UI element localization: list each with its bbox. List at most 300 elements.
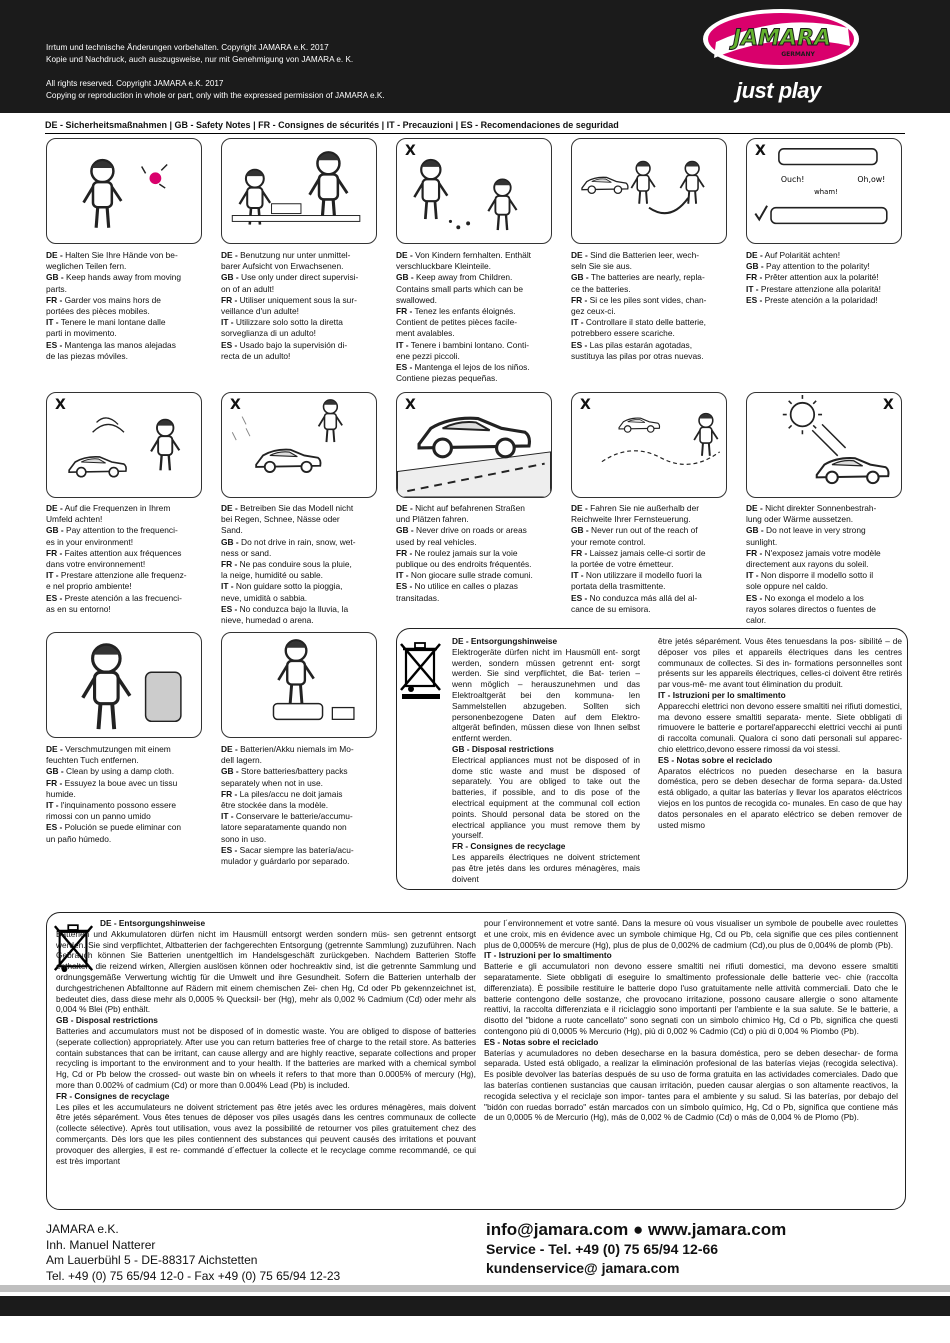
language-code: DE -	[46, 503, 63, 513]
note-line	[221, 593, 381, 604]
language-code: GB -	[46, 525, 64, 536]
section-heading: DE - Entsorgungshinweise	[100, 918, 206, 928]
note-line	[746, 548, 906, 559]
note-line	[571, 548, 731, 559]
note-text: sunlight.	[746, 536, 778, 547]
electrical-disposal-col1	[452, 636, 640, 884]
company-name: JAMARA e.K.	[46, 1222, 119, 1236]
note-line	[746, 615, 906, 626]
note-text: latore separatamente quando non	[221, 822, 347, 833]
note-text: humide.	[46, 788, 76, 799]
note-line	[571, 317, 731, 328]
note-line	[221, 351, 381, 362]
note-text: recta de un adulto!	[221, 350, 291, 361]
prohibited-x-mark: X	[230, 397, 241, 413]
note-text: sustituya las pilas por otras nuevas.	[571, 350, 704, 361]
prohibited-x-mark: X	[405, 397, 416, 413]
safety-illustration-cleaning	[46, 632, 202, 738]
note-text: Contains small parts which can be	[396, 283, 524, 294]
note-text: rayos solares directos o fuentes de	[746, 603, 876, 614]
language-code: IT -	[46, 570, 59, 581]
note-line	[46, 766, 206, 777]
section-body: Baterías y acumuladores no deben desecharse en la basura doméstica, pero se deben desechar- de forma separada. Usted está obligado, a realizar la eliminación profesional de las baterías viejas (recogida selectiva). Es posible devolver las baterías después de su uso de forma gratuita en las actividades comerciales. Dado que las baterías contienen sustancias que causan irritación, pueden causar alergias o son altamente reactivos, la recogida selectiva y el reciclaje son impor- tantes para el ambiente y su salud. Si las baterías, por debajo del "bidón con ruedas borrado" están marcados con un símbolo químico, Hg, Cd o Pb, significa que contiene más de un 0,0005 % de Mercurio (Hg), más de 0,002 % de Cadmio (Cd) o más de 0,004 % de Plomo (Pb).	[484, 1047, 898, 1123]
language-code: GB -	[396, 272, 414, 283]
note-line	[46, 755, 206, 766]
note-line	[571, 604, 731, 615]
note-line	[396, 525, 556, 536]
note-line	[221, 250, 381, 261]
language-code: ES -	[221, 603, 238, 614]
language-code: DE -	[571, 250, 588, 260]
note-line	[221, 778, 381, 789]
note-text: parti in movimento.	[46, 328, 117, 339]
language-code: DE -	[221, 250, 238, 260]
note-text: feuchten Tuch entfernen.	[46, 755, 139, 766]
language-code: FR -	[221, 294, 238, 305]
language-code: FR -	[746, 547, 763, 558]
header-banner	[0, 0, 950, 113]
prohibited-x-mark: X	[580, 397, 591, 413]
note-text: l'inquinamento possono essere	[58, 800, 177, 811]
note-line	[571, 340, 731, 351]
note-line	[221, 822, 381, 833]
note-line	[46, 811, 206, 822]
note-text: Mantenga el lejos de los niños.	[412, 362, 530, 373]
safety-illustration-battery-storage	[221, 632, 377, 738]
note-text: Keep hands away from moving	[63, 272, 181, 283]
note-line	[46, 559, 206, 570]
note-line	[221, 766, 381, 777]
note-text: Prêter attention aux la polarité!	[762, 272, 879, 283]
note-text: Las pilas estarán agotadas,	[587, 339, 693, 350]
note-line	[571, 593, 731, 604]
language-code: FR -	[46, 294, 63, 305]
note-text: Tenere le mani lontane dalle	[58, 317, 166, 328]
note-text: Ne roulez jamais sur la voie	[412, 547, 518, 558]
note-text: Fahren Sie nie außerhalb der	[587, 503, 700, 513]
note-text: Preste atención a la polaridad!	[762, 294, 878, 305]
safety-illustration-frequency	[46, 392, 202, 498]
note-text: nieve, humedad o arena.	[221, 615, 314, 626]
safety-note-text	[746, 250, 906, 306]
note-line	[46, 284, 206, 295]
prohibited-x-mark: X	[405, 143, 416, 159]
note-text: Utilizzare solo sotto la diretta	[233, 317, 343, 328]
logo-subtext: GERMANY	[781, 51, 815, 58]
note-line	[396, 250, 556, 261]
note-text: publique ou des endroits fréquentés.	[396, 559, 532, 570]
language-code: IT -	[746, 283, 759, 294]
note-line	[221, 755, 381, 766]
note-line	[221, 537, 381, 548]
note-line	[221, 789, 381, 800]
note-text: sorveglianza di un adulto!	[221, 328, 316, 339]
note-text: Faites attention aux fréquences	[62, 547, 182, 558]
section-body: être jetés séparément. Vous êtes tenuesdans la pos- sibilité – de déposer vos piles et appareils électriques dans les centres communaux de collectes. Si des in- formations personnelles sont présents sur les appareils électriques, celles-ci doivent être retirés par vous-mê- me avant tout élimination du produit.	[658, 636, 902, 690]
electrical-disposal-col2	[658, 636, 902, 830]
note-text: Never drive on roads or areas	[413, 525, 527, 536]
language-code: DE -	[746, 503, 763, 513]
language-code: DE -	[46, 250, 63, 260]
note-text: Nicht direkter Sonnenbestrah-	[762, 503, 877, 513]
note-line	[396, 570, 556, 581]
company-owner: Inh. Manuel Natterer	[46, 1237, 156, 1252]
note-text: used by real vehicles.	[396, 536, 477, 547]
note-text: Nicht auf befahrenen Straßen	[412, 503, 525, 513]
section-heading: FR - Consignes de recyclage	[56, 1090, 170, 1101]
note-line	[46, 548, 206, 559]
company-phone: Tel. +49 (0) 75 65/94 12-0 - Fax +49 (0) 75 65/94 12-23	[46, 1268, 341, 1283]
note-line	[571, 295, 731, 306]
section-heading: GB - Disposal restrictions	[56, 1015, 158, 1026]
note-line	[746, 503, 906, 514]
note-text: Verschmutzungen mit einem	[62, 744, 171, 754]
note-line	[396, 261, 556, 272]
note-line	[46, 822, 206, 833]
note-line	[46, 514, 206, 525]
copyright-line: All rights reserved. Copyright JAMARA e.K. 2017	[46, 79, 224, 88]
section-heading: GB - Disposal restrictions	[452, 743, 554, 754]
battery-disposal-col2	[484, 918, 898, 1123]
note-text: N'exposez jamais votre modèle	[762, 547, 881, 558]
note-line	[396, 559, 556, 570]
note-text: ness or sand.	[221, 547, 272, 558]
note-text: Auf Polarität achten!	[762, 250, 841, 260]
note-line	[46, 778, 206, 789]
note-text: Contiene piezas pequeñas.	[396, 373, 498, 384]
language-code: GB -	[396, 525, 414, 536]
note-text: No conduzca bajo la lluvia, la	[237, 603, 349, 614]
note-line	[746, 581, 906, 592]
note-line	[46, 593, 206, 604]
language-code: IT -	[221, 317, 234, 328]
note-text: No conduzca más allá del al-	[587, 592, 698, 603]
note-text: verschluckbare Kleinteile.	[396, 261, 491, 272]
note-text: la portée de votre émetteur.	[571, 559, 674, 570]
note-line	[46, 306, 206, 317]
note-text: Si ce les piles sont vides, chan-	[587, 294, 707, 305]
language-code: IT -	[571, 570, 584, 581]
note-line	[46, 834, 206, 845]
crossed-bin-icon	[398, 640, 444, 700]
safety-note-text	[571, 503, 731, 615]
note-line	[396, 295, 556, 306]
note-line	[746, 570, 906, 581]
language-code: ES -	[46, 592, 63, 603]
note-text: Non giocare sulle strade comuni.	[408, 570, 533, 581]
note-text: Use only under direct supervisi-	[238, 272, 359, 283]
note-line	[571, 272, 731, 283]
note-text: la neige, humidité ou sable.	[221, 570, 323, 581]
safety-heading: DE - Sicherheitsmaßnahmen | GB - Safety Notes | FR - Consignes de sécurités | IT - Precauzioni | ES - Recomendaciones de seguridad	[45, 120, 619, 130]
note-text: sono in uso.	[221, 833, 267, 844]
safety-illustration-battery-swap	[571, 138, 727, 244]
safety-note-text	[46, 250, 206, 362]
note-text: separately when not in use.	[221, 777, 323, 788]
language-code: IT -	[221, 811, 234, 822]
contact-email-web[interactable]: info@jamara.com ● www.jamara.com	[486, 1220, 787, 1239]
note-text: Pay attention to the frequenci-	[63, 525, 178, 536]
language-code: ES -	[396, 581, 413, 592]
note-text: as en su entorno!	[46, 603, 111, 614]
language-code: ES -	[746, 592, 763, 603]
section-heading: DE - Entsorgungshinweise	[452, 636, 558, 646]
language-code: DE -	[396, 250, 413, 260]
note-text: gez ceux-ci.	[571, 306, 616, 317]
note-line	[746, 593, 906, 604]
language-code: GB -	[571, 525, 589, 536]
note-text: e nel proprio ambiente!	[46, 581, 132, 592]
note-line	[396, 503, 556, 514]
note-line	[221, 604, 381, 615]
safety-note-text	[46, 744, 206, 845]
language-code: ES -	[746, 294, 763, 305]
language-code: GB -	[221, 272, 239, 283]
note-line	[221, 306, 381, 317]
note-line	[396, 317, 556, 328]
language-code: FR -	[571, 294, 588, 305]
language-code: FR -	[746, 272, 763, 283]
note-text: Pay attention to the polarity!	[763, 261, 870, 272]
prohibited-x-mark: X	[755, 143, 766, 159]
divider	[45, 133, 905, 134]
battery-disposal-col1	[56, 918, 476, 1166]
svg-text:Oh,ow!: Oh,ow!	[857, 175, 886, 185]
language-code: GB -	[746, 525, 764, 536]
language-code: DE -	[571, 503, 588, 513]
note-text: Mantenga las manos alejadas	[62, 339, 176, 350]
note-line	[46, 581, 206, 592]
note-line	[221, 856, 381, 867]
note-text: Conservare le batterie/accumu-	[233, 811, 353, 822]
contact-block	[486, 1220, 786, 1278]
note-text: Clean by using a damp cloth.	[63, 766, 175, 777]
note-line	[571, 525, 731, 536]
note-line	[396, 593, 556, 604]
language-code: FR -	[221, 788, 238, 799]
note-text: cance de su emisora.	[571, 603, 651, 614]
language-code: FR -	[46, 777, 63, 788]
note-text: Non guidare sotto la pioggia,	[233, 581, 343, 592]
note-line	[221, 317, 381, 328]
note-text: potrebbero essere scariche.	[571, 328, 675, 339]
note-text: veillance d'un adulte!	[221, 306, 299, 317]
section-body: Les appareils électriques ne doivent strictement pas être jetés dans les ordures ménagères, mais doivent	[452, 851, 640, 884]
note-text: The batteries are nearly, repla-	[588, 272, 705, 283]
company-address	[46, 1222, 340, 1284]
safety-illustration-polarity	[746, 138, 902, 244]
language-code: ES -	[396, 362, 413, 373]
note-line	[46, 328, 206, 339]
note-text: mulador y guárdarlo por separado.	[221, 856, 350, 867]
note-line	[221, 525, 381, 536]
section-body: Batterien und Akkumulatoren dürfen nicht im Hausmüll entsorgt werden sondern müs- sen getrennt entsorgt werden. Sie sind verpflichtet, Altbatterien der fachgerechten Entsorgung (getrennte Sammlung) zuzuführen. Nach Gebrauch können Sie Batterien unentgeltlich im Handelsgeschäft zurückgeben. Nachdem Batterien Stoffe enthalten, die reizend wirken, Allergien auslösen können oder hochreaktiv sind, ist die getrennte Sammlung und ordnungsgemäße Verwertung wichtig für die Umwelt und ihre Gesundheit. Sofern die Batterien unterhalb der durchgestrichenen Abfalltonne auf Rädern mit einem chemischen Zei- chen Hg, Cd oder Pb gekennzeichnet ist, bedeutet dies, dass diese mehr als 0,0005 % Quecksil- ber (Hg), mehr als 0,002 % Cadmium (Cd) oder mehr als 0,004 % Blei (Pb) enthält.	[56, 928, 476, 1015]
language-code: GB -	[46, 766, 64, 777]
note-line	[571, 261, 731, 272]
note-line	[221, 295, 381, 306]
note-text: Reichweite Ihrer Fernsteuerung.	[571, 514, 691, 525]
note-line	[571, 514, 731, 525]
copyright-line: Kopie und Nachdruck, auch auszugsweise, nur mit Genehmigung von JAMARA e. K.	[46, 55, 354, 64]
note-line	[571, 559, 731, 570]
language-code: ES -	[46, 339, 63, 350]
service-phone: Service - Tel. +49 (0) 75 65/94 12-66	[486, 1241, 719, 1257]
note-text: on of an adult!	[221, 283, 275, 294]
safety-note-text	[221, 503, 381, 626]
note-line	[396, 272, 556, 283]
note-line	[221, 284, 381, 295]
note-line	[396, 351, 556, 362]
note-text: Tenere i bambini lontano. Conti-	[408, 339, 529, 350]
note-text: Sacar siempre las batería/acu-	[237, 844, 354, 855]
safety-note-text	[221, 250, 381, 362]
language-code: ES -	[221, 844, 238, 855]
section-body: Batterie e gli accumulatori non devono essere smaltiti nei rifiuti domestici, ma devono essere smaltiti separatamente. Siete obbligati di eseguire lo smaltimento professionale delle batterie vec- chie (raccolta differenziata). È possibile restituire le batterie dopo l'uso gratuitamente nelle attività commerciali. Dato che le batterie contengono delle sostanze, che provocano irritazione, possono causare allergie o sono altamente reattivi, la raccolta differenziata e il riciclaggio sono importanti per l'ambiente e la sua salute. Se le batterie, a disotto del "bidone a ruote cancellato" sono segnati con un simbolo chimico Hg, Cd o Pb, significa che questi contengono più di 0,0005 % Mercurio (Hg), più di 0,002 % Cadmio (Cd) o più di 0,004 % Piombo (Pb).	[484, 961, 898, 1036]
note-line	[396, 284, 556, 295]
note-text: Umfeld achten!	[46, 514, 103, 525]
note-text: directement aux rayons du soleil.	[746, 559, 869, 570]
jamara-logo	[702, 8, 860, 70]
language-code: GB -	[221, 766, 239, 777]
section-heading: IT - Istruzioni per lo smaltimento	[484, 950, 612, 961]
note-line	[46, 250, 206, 261]
note-line	[396, 373, 556, 384]
note-text: bei Regen, Schnee, Nässe oder	[221, 514, 340, 525]
logo-wordmark: JAMARA	[732, 26, 832, 51]
safety-note-text	[396, 250, 556, 384]
note-text: weglichen Teilen fern.	[46, 261, 127, 272]
note-text: portata della trasmittente.	[571, 581, 666, 592]
section-heading: ES - Notas sobre el reciclado	[658, 754, 773, 765]
note-line	[221, 800, 381, 811]
note-line	[221, 272, 381, 283]
note-text: lung oder Wärme aussetzen.	[746, 514, 854, 525]
note-line	[571, 351, 731, 362]
section-body: Batteries and accumulators must not be disposed of in domestic waste. You are obliged to dispose of batteries (seperate collection) appropriately. After use you can return batteries free of charge to the retail store. As batteries contain substances that can be irritant, can cause allergy and are highly reactive, separate collections and proper recycling is important to the environment and to your health. If the batteries are marked with a chemical symbol Hg, Cd or Pb below the crossed- out waste bin on wheels it refers to that more than 0.0005% of mercury (Hg), more than 0.002% of cadmium (Cd) or more than 0.004% Lead (Pb) is included.	[56, 1025, 476, 1090]
note-text: La piles/accu ne doit jamais	[237, 788, 343, 799]
language-code: GB -	[221, 536, 239, 547]
note-text: Batterien/Akku niemals im Mo-	[237, 744, 354, 754]
note-line	[571, 284, 731, 295]
language-code: DE -	[46, 744, 63, 754]
note-line	[221, 548, 381, 559]
note-line	[46, 525, 206, 536]
footer-bar	[0, 1296, 950, 1316]
note-line	[221, 744, 381, 755]
language-code: DE -	[221, 503, 238, 513]
language-code: GB -	[746, 261, 764, 272]
note-line	[46, 295, 206, 306]
note-text: Auf die Frequenzen in Ihrem	[62, 503, 171, 513]
prohibited-x-mark: X	[883, 397, 894, 413]
note-text: Contient de petites pièces facile-	[396, 317, 518, 328]
language-code: IT -	[746, 570, 759, 581]
note-line	[221, 834, 381, 845]
note-line	[46, 789, 206, 800]
note-line	[46, 261, 206, 272]
note-text: calor.	[746, 615, 767, 626]
note-line	[396, 362, 556, 373]
note-line	[396, 581, 556, 592]
section-heading: IT - Istruzioni per lo smaltimento	[658, 689, 786, 700]
note-line	[46, 503, 206, 514]
note-text: dans votre environnement!	[46, 559, 146, 570]
note-text: Betreiben Sie das Modell nicht	[237, 503, 354, 513]
safety-note-text	[46, 503, 206, 615]
note-line	[221, 811, 381, 822]
note-line	[46, 570, 206, 581]
note-text: Non disporre il modello sotto il	[758, 570, 874, 581]
tagline: just play	[736, 78, 821, 103]
note-line	[571, 306, 731, 317]
note-text: Laissez jamais celle-ci sortir de	[587, 547, 706, 558]
note-line	[571, 503, 731, 514]
note-text: un paño húmedo.	[46, 833, 112, 844]
note-text: dell lagern.	[221, 755, 262, 766]
note-line	[396, 306, 556, 317]
note-text: Halten Sie Ihre Hände von be-	[62, 250, 178, 260]
note-line	[746, 559, 906, 570]
note-text: Sind die Batterien leer, wech-	[587, 250, 700, 260]
note-text: portées des pièces mobiles.	[46, 306, 150, 317]
note-text: Keep away from Children.	[413, 272, 513, 283]
note-text: Prestare attenzione alle frequenz-	[58, 570, 187, 581]
note-text: Ne pas conduire sous la pluie,	[237, 559, 352, 570]
note-text: Store batteries/battery packs	[238, 766, 348, 777]
note-text: No exonga el modelo a los	[762, 592, 864, 603]
service-email[interactable]: kundenservice@ jamara.com	[486, 1260, 680, 1276]
language-code: FR -	[571, 547, 588, 558]
note-text: sole oppure nel caldo.	[746, 581, 828, 592]
note-line	[396, 537, 556, 548]
note-line	[46, 604, 206, 615]
note-line	[221, 845, 381, 856]
note-line	[746, 272, 906, 283]
language-code: FR -	[396, 306, 413, 317]
footer-stripe	[0, 1285, 950, 1292]
note-text: Garder vos mains hors de	[62, 294, 161, 305]
note-text: Essuyez la boue avec un tissu	[62, 777, 178, 788]
note-text: Do not drive in rain, snow, wet-	[238, 536, 356, 547]
note-line	[46, 744, 206, 755]
language-code: IT -	[396, 339, 409, 350]
note-text: Controllare il stato delle batterie,	[583, 317, 706, 328]
section-body: Les piles et les accumulateurs ne doivent strictement pas être jetés avec les ordures ménagères, mais doivent être jetés séparément. Vous êtes tenues de déposer vos piles usagés dans les centres communaux de collecte (collecte sélective). Après tout utilisation, vous avez la possibilité de retourner vos piles gratuitement chez des commerçants. Dès lors que les piles contiennent des substances qui peuvent causés des irritations et pouvant provoquer des allergies, il est re- commandé d´effectuer la collecte et le recyclage comme recommandé, ce qui est très important	[56, 1101, 476, 1166]
note-text: rimossi con un panno umido	[46, 811, 151, 822]
safety-illustration-small-parts	[396, 138, 552, 244]
language-code: IT -	[396, 570, 409, 581]
note-text: Sand.	[221, 525, 243, 536]
note-text: Benutzung nur unter unmittel-	[237, 250, 351, 260]
note-text: swallowed.	[396, 294, 437, 305]
note-text: Polución se puede eliminar con	[62, 822, 182, 833]
language-code: ES -	[571, 592, 588, 603]
note-line	[46, 351, 206, 362]
note-text: Von Kindern fernhalten. Enthält	[412, 250, 532, 260]
safety-illustration-road	[396, 392, 552, 498]
note-text: your remote control.	[571, 536, 646, 547]
note-text: No utilice en calles o plazas	[412, 581, 518, 592]
note-text: transitadas.	[396, 592, 440, 603]
note-line	[46, 317, 206, 328]
note-text: es in your environment!	[46, 536, 134, 547]
language-code: GB -	[46, 272, 64, 283]
note-text: seln Sie sie aus.	[571, 261, 632, 272]
note-line	[571, 250, 731, 261]
note-text: barer Aufsicht von Erwachsenen.	[221, 261, 344, 272]
note-line	[221, 581, 381, 592]
note-line	[746, 604, 906, 615]
